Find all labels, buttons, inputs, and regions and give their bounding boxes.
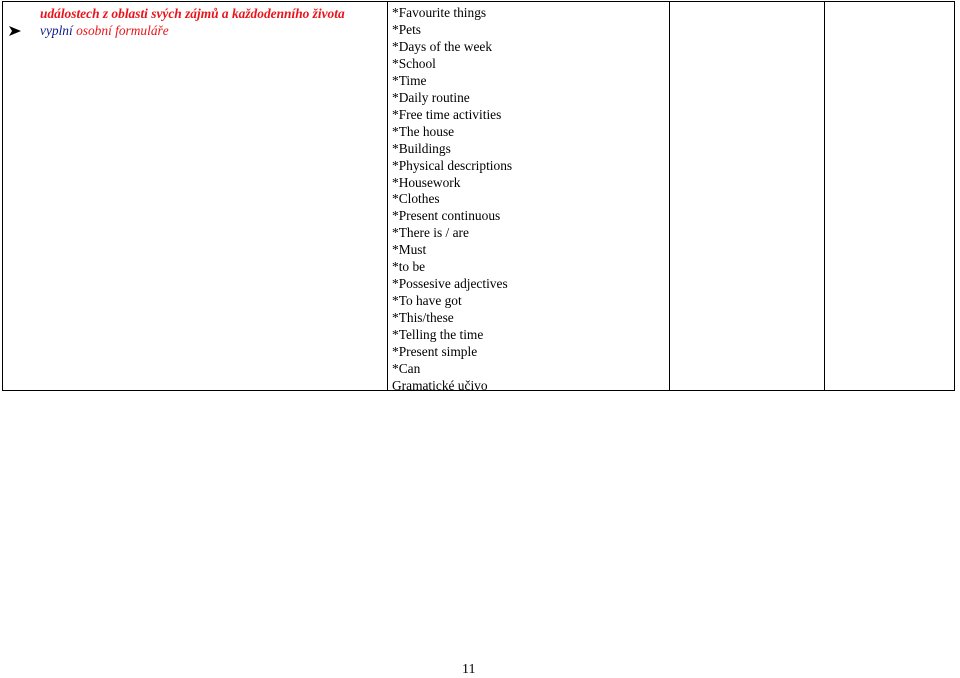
topic-item: *Favourite things: [392, 5, 487, 20]
empty-cell: [670, 2, 825, 391]
topic-item: *Pets: [392, 21, 422, 37]
topic-item: *Housework: [392, 174, 461, 190]
topic-item: *The house: [392, 123, 455, 139]
topic-item: *Can: [392, 361, 421, 377]
topic-item: *Time: [392, 72, 427, 88]
topic-item: *Days of the week: [392, 38, 493, 54]
outcome-bullet-text-verb: vyplní: [40, 23, 73, 38]
topics-cell: [388, 2, 670, 391]
arrowhead-bullet-icon: [7, 22, 40, 39]
outcome-bullet-item: [7, 22, 387, 39]
topic-item: *Present simple: [392, 344, 478, 360]
outcomes-content: [3, 2, 387, 390]
table-row: [3, 2, 955, 391]
topic-item: *Possesive adjectives: [392, 276, 508, 292]
topics-list: [388, 2, 669, 393]
outcome-bullet-text-object: osobní formuláře: [76, 23, 169, 38]
topic-item: *Buildings: [392, 140, 451, 156]
topic-item: *Telling the time: [392, 327, 484, 343]
topic-item: *Must: [392, 242, 427, 258]
topic-item: *Clothes: [392, 191, 440, 207]
outcomes-cell: [3, 2, 388, 391]
topic-item: *This/these: [392, 310, 454, 326]
topic-item: *There is / are: [392, 225, 469, 241]
topic-item: *Physical descriptions: [392, 157, 513, 173]
page-number: 11: [462, 662, 476, 677]
topic-item: *to be: [392, 259, 426, 275]
topic-item: *To have got: [392, 293, 462, 309]
curriculum-table: [2, 1, 955, 391]
topic-item: *Present continuous: [392, 208, 501, 224]
empty-cell: [825, 2, 955, 391]
topic-item: *Daily routine: [392, 89, 470, 105]
topic-item: *Free time activities: [392, 106, 502, 122]
topic-item: *School: [392, 55, 436, 71]
topic-item: Gramatické učivo: [392, 377, 488, 393]
outcome-continuation-text: událostech z oblasti svých zájmů a každodenního života: [40, 6, 345, 21]
